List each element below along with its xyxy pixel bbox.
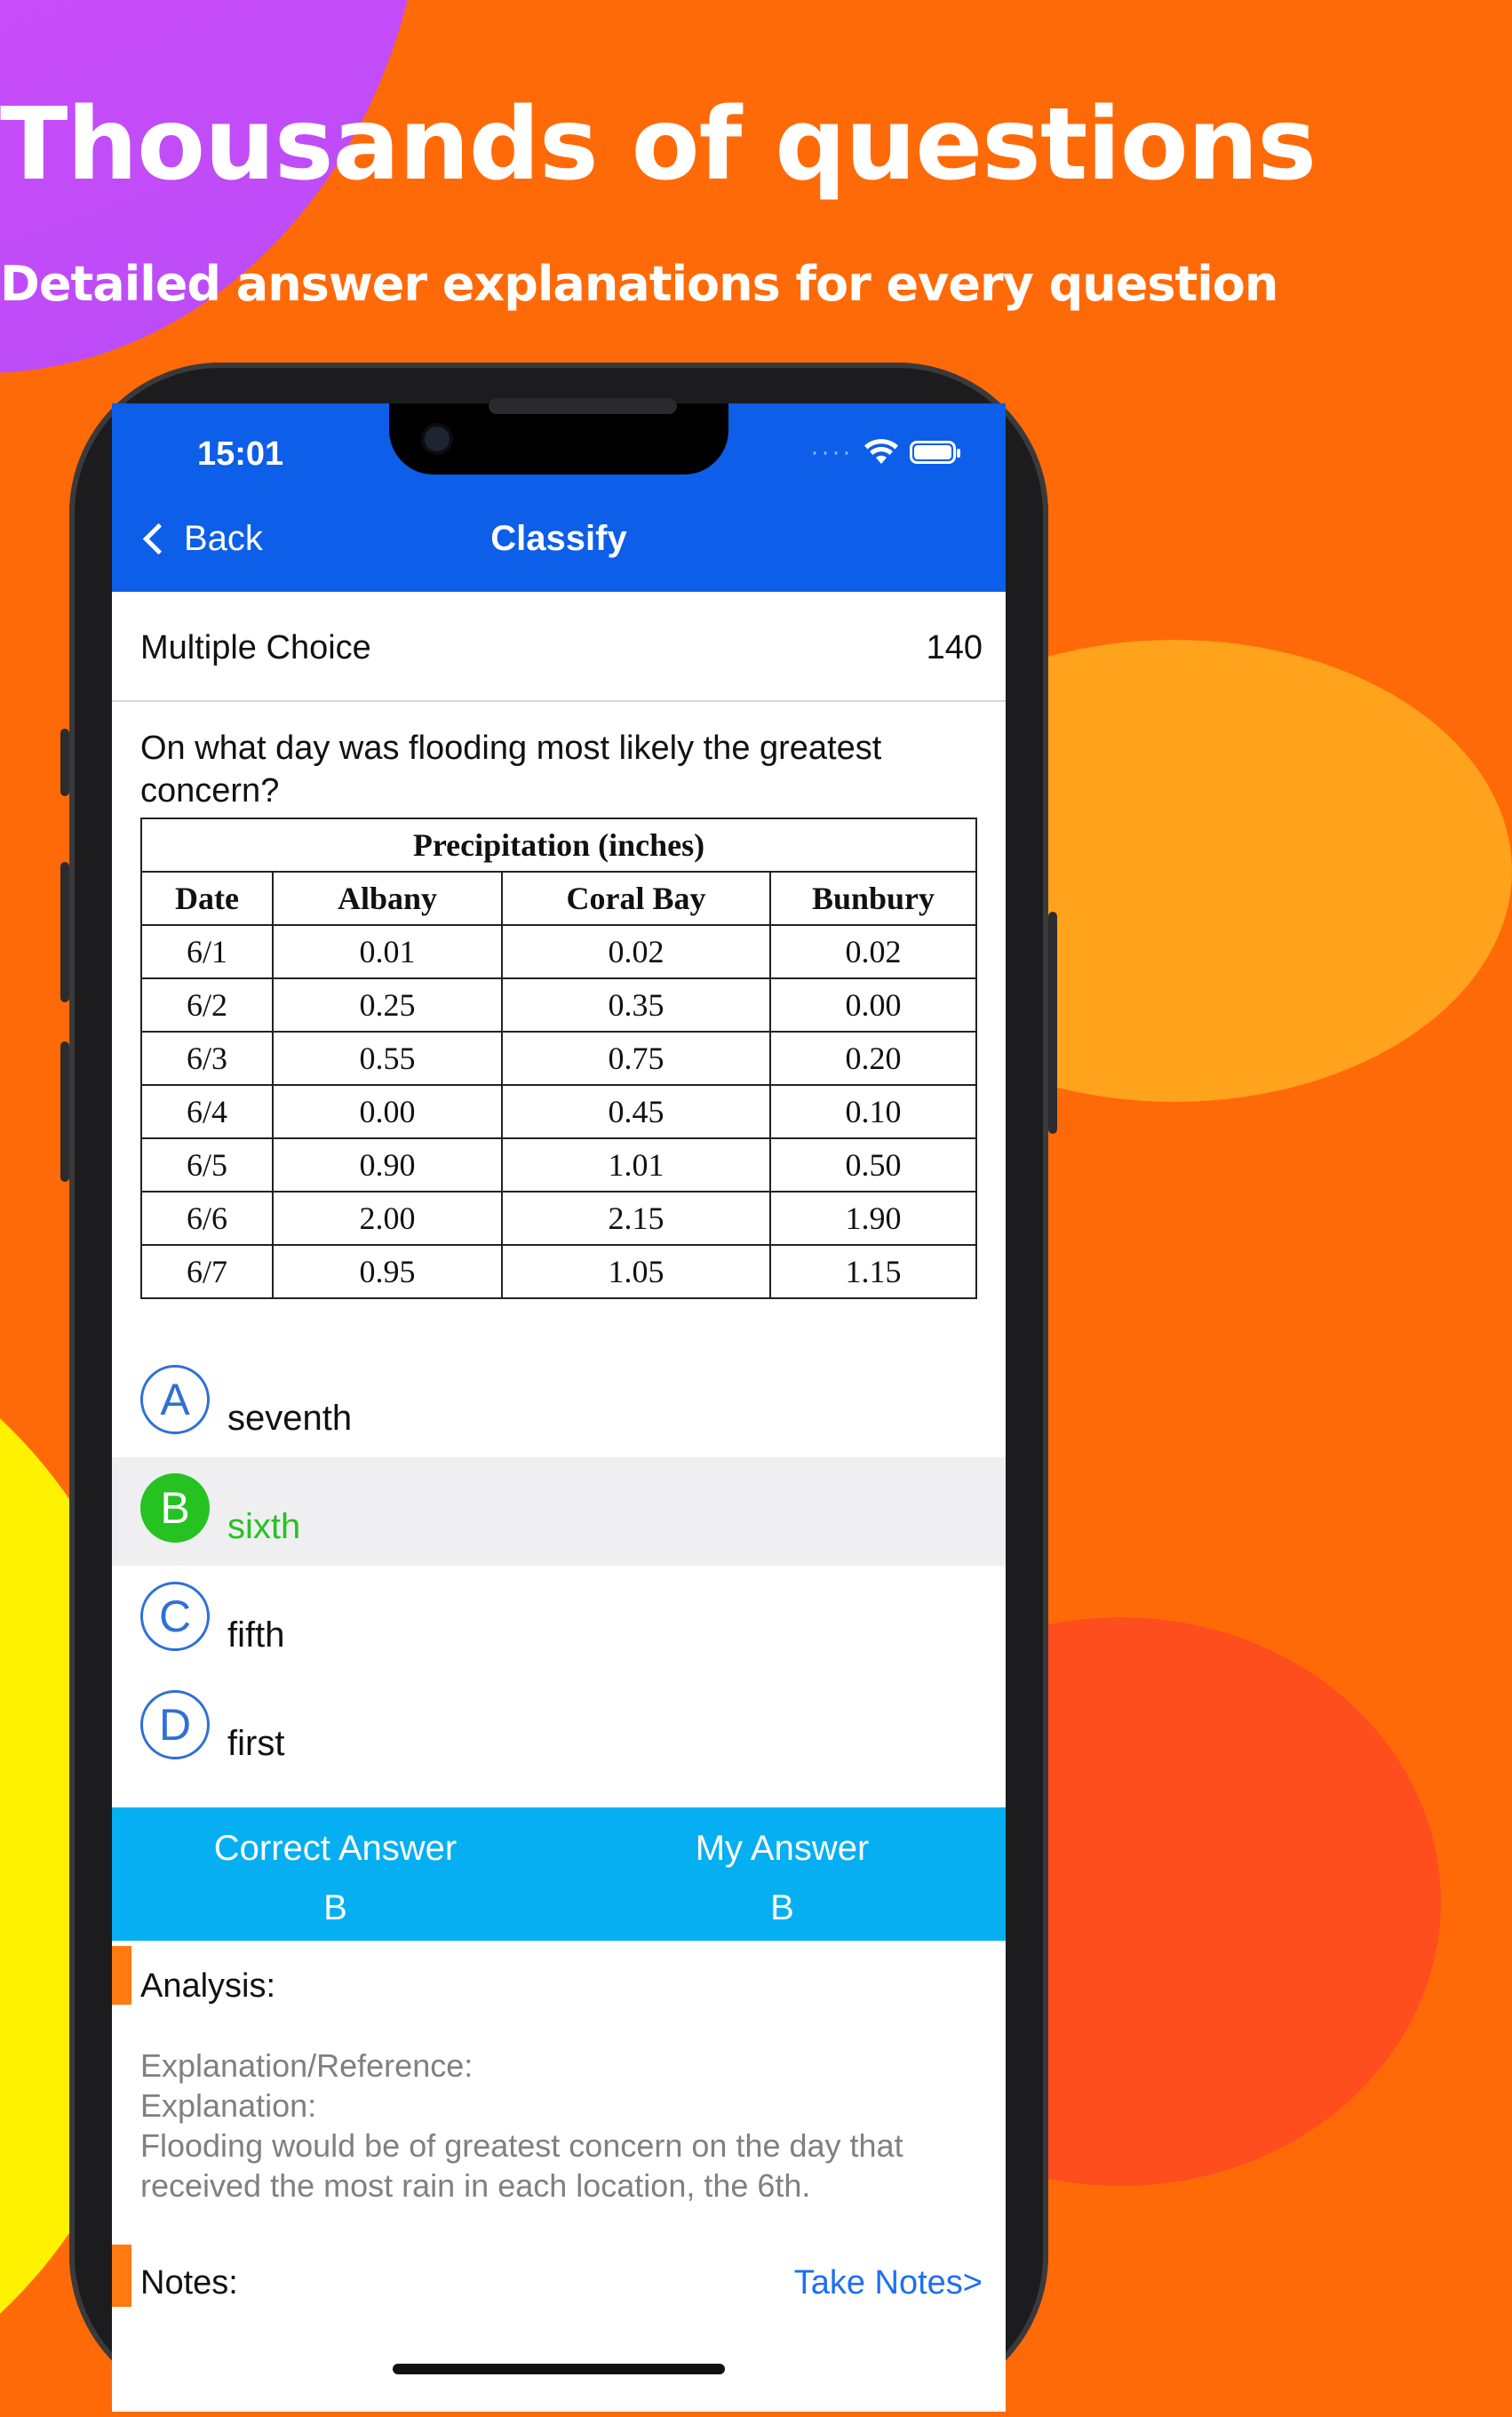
table-row	[141, 1138, 976, 1192]
analysis-text	[140, 2046, 984, 2206]
table-row	[141, 1245, 976, 1298]
table-cell: 6/5	[141, 1138, 273, 1192]
option-d[interactable]	[112, 1674, 1006, 1783]
analysis-accent-bar	[112, 1946, 131, 2005]
phone-screen	[112, 403, 1006, 2412]
promo-headline: Thousands of questions	[0, 87, 1317, 203]
table-header-cell: Date	[141, 872, 273, 925]
table-cell: 0.25	[273, 978, 502, 1032]
option-letter-badge: D	[140, 1690, 210, 1759]
table-cell: 0.01	[273, 925, 502, 978]
option-letter-badge: C	[140, 1582, 210, 1651]
table-caption: Precipitation (inches)	[141, 818, 976, 872]
notes-title: Notes:	[140, 2264, 238, 2301]
status-icons	[810, 437, 956, 467]
phone-mute-switch	[60, 729, 69, 796]
question-number: 140	[926, 629, 983, 666]
table-cell: 0.00	[770, 978, 976, 1032]
option-a[interactable]	[112, 1349, 1006, 1457]
phone-speaker	[489, 398, 677, 414]
analysis-line: Flooding would be of greatest concern on the day that received the most rain in each location, the 6th.	[140, 2127, 903, 2204]
take-notes-link[interactable]: Take Notes>	[793, 2264, 983, 2301]
status-time: 15:01	[197, 435, 284, 473]
correct-answer-column	[112, 1807, 559, 1928]
phone-power-button	[1048, 912, 1057, 1134]
wifi-icon	[863, 439, 899, 466]
table-header-row	[141, 872, 976, 925]
table-cell: 6/2	[141, 978, 273, 1032]
option-c[interactable]	[112, 1566, 1006, 1674]
table-cell: 0.90	[273, 1138, 502, 1192]
my-answer-column	[559, 1807, 1006, 1928]
table-row	[141, 978, 976, 1032]
option-text: first	[227, 1724, 285, 1763]
table-cell: 0.20	[770, 1032, 976, 1085]
home-indicator[interactable]	[393, 2364, 725, 2374]
notes-accent-bar	[112, 2245, 131, 2307]
table-cell: 6/1	[141, 925, 273, 978]
option-text: fifth	[227, 1615, 285, 1655]
my-answer-value: B	[770, 1888, 794, 1927]
analysis-title: Analysis:	[140, 1967, 276, 2005]
option-text: seventh	[227, 1399, 353, 1438]
option-text: sixth	[227, 1507, 301, 1546]
table-row	[141, 1085, 976, 1138]
phone-volume-up	[60, 862, 69, 1002]
correct-answer-label: Correct Answer	[213, 1829, 458, 1868]
my-answer-label: My Answer	[695, 1829, 870, 1868]
precipitation-table	[140, 818, 977, 1299]
table-cell: 1.01	[502, 1138, 770, 1192]
table-header-cell: Coral Bay	[502, 872, 770, 925]
answer-summary-bar	[112, 1807, 1006, 1941]
option-b[interactable]	[112, 1457, 1006, 1566]
table-header-cell: Bunbury	[770, 872, 976, 925]
table-cell: 6/7	[141, 1245, 273, 1298]
divider	[112, 700, 1006, 702]
question-text: On what day was flooding most likely the greatest concern?	[140, 730, 882, 810]
table-row	[141, 925, 976, 978]
table-cell: 1.05	[502, 1245, 770, 1298]
table-cell: 0.55	[273, 1032, 502, 1085]
table-cell: 0.10	[770, 1085, 976, 1138]
table-cell: 0.45	[502, 1085, 770, 1138]
analysis-line: Explanation/Reference:	[140, 2047, 473, 2084]
correct-answer-value: B	[323, 1888, 347, 1927]
table-cell: 6/6	[141, 1192, 273, 1245]
table-cell: 2.00	[273, 1192, 502, 1245]
table-row	[141, 1192, 976, 1245]
answer-options	[112, 1349, 1006, 1783]
table-row	[141, 1032, 976, 1085]
option-letter-badge: B	[140, 1473, 210, 1543]
option-letter-badge: A	[140, 1365, 210, 1434]
battery-icon	[910, 441, 956, 464]
table-cell: 0.02	[770, 925, 976, 978]
table-cell: 0.75	[502, 1032, 770, 1085]
table-cell: 1.15	[770, 1245, 976, 1298]
back-label: Back	[184, 519, 263, 558]
question-type: Multiple Choice	[140, 629, 371, 666]
camera-icon	[425, 427, 450, 451]
table-cell: 0.95	[273, 1245, 502, 1298]
table-cell: 1.90	[770, 1192, 976, 1245]
table-header-cell: Albany	[273, 872, 502, 925]
promo-subheadline: Detailed answer explanations for every question	[0, 256, 1278, 312]
table-cell: 0.35	[502, 978, 770, 1032]
page-title: Classify	[490, 519, 627, 558]
table-cell: 0.02	[502, 925, 770, 978]
phone-volume-down	[60, 1041, 69, 1182]
analysis-line: Explanation:	[140, 2087, 317, 2124]
table-cell: 0.50	[770, 1138, 976, 1192]
table-cell: 2.15	[502, 1192, 770, 1245]
cellular-dots-icon: ····	[810, 437, 853, 467]
table-cell: 0.00	[273, 1085, 502, 1138]
table-cell: 6/4	[141, 1085, 273, 1138]
table-cell: 6/3	[141, 1032, 273, 1085]
